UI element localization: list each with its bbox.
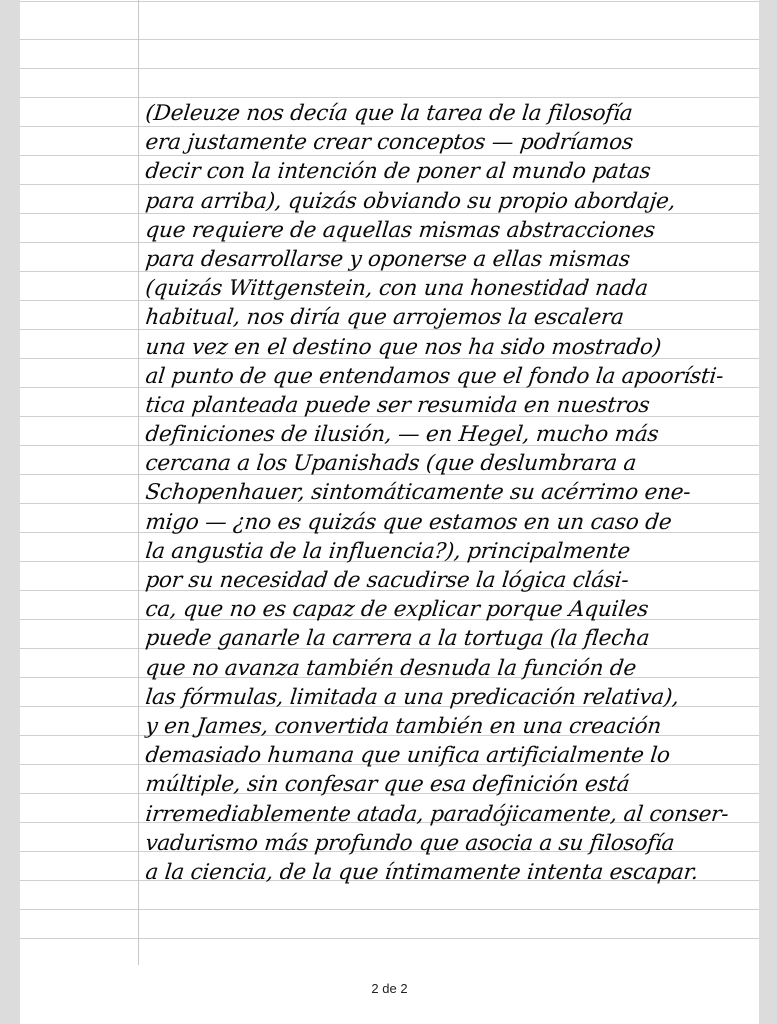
text-line: que no avanza también desnuda la función de <box>144 655 638 681</box>
text-line: la angustia de la influencia?), principalmente <box>144 538 632 564</box>
text-line: cercana a los Upanishads (que deslumbrara a <box>144 451 638 477</box>
notebook-page <box>20 0 759 1024</box>
text-line: a la ciencia, de la que íntimamente intenta escapar. <box>144 859 700 885</box>
text-line: puede ganarle la carrera a la tortuga (la flecha <box>144 626 651 652</box>
page-indicator: 2 de 2 <box>371 981 408 996</box>
text-line: múltiple, sin confesar que esa definición está <box>144 772 631 798</box>
text-line: al punto de que entendamos que el fondo la apoorísti- <box>144 363 725 389</box>
text-line: una vez en el destino que nos ha sido mostrado) <box>144 334 663 360</box>
text-line: decir con la intención de poner al mundo patas <box>144 159 652 185</box>
text-line: era justamente crear conceptos — podríamos <box>144 130 635 156</box>
text-line: habitual, nos diría que arrojemos la escalera <box>144 305 626 331</box>
text-line: ca, que no es capaz de explicar porque Aquiles <box>144 597 650 623</box>
text-line: por su necesidad de sacudirse la lógica clási- <box>144 568 630 593</box>
margin-line <box>138 0 139 965</box>
text-line: (Deleuze nos decía que la tarea de la filosofía <box>144 101 634 126</box>
text-line: y en James, convertida también en una creación <box>144 713 663 739</box>
handwritten-text <box>144 99 756 887</box>
text-line: que requiere de aquellas mismas abstracciones <box>144 217 657 243</box>
text-line: demasiado humana que unifica artificialmente lo <box>144 743 672 769</box>
text-line: tica planteada puede ser resumida en nuestros <box>144 392 651 418</box>
text-line: las fórmulas, limitada a una predicación relativa), <box>144 684 681 710</box>
text-line: Schopenhauer, sintomáticamente su acérrimo ene- <box>144 480 692 506</box>
text-line: vadurismo más profundo que asocia a su filosofía <box>144 830 676 856</box>
text-line: irremediablemente atada, paradójicamente, al conser- <box>144 801 730 827</box>
text-line: migo — ¿no es quizás que estamos en un caso de <box>144 509 673 535</box>
text-line: definiciones de ilusión, — en Hegel, mucho más <box>144 422 660 448</box>
text-line: para desarrollarse y oponerse a ellas mismas <box>144 246 632 272</box>
text-line: (quizás Wittgenstein, con una honestidad nada <box>144 276 650 302</box>
text-line: para arriba), quizás obviando su propio abordaje, <box>144 188 677 214</box>
